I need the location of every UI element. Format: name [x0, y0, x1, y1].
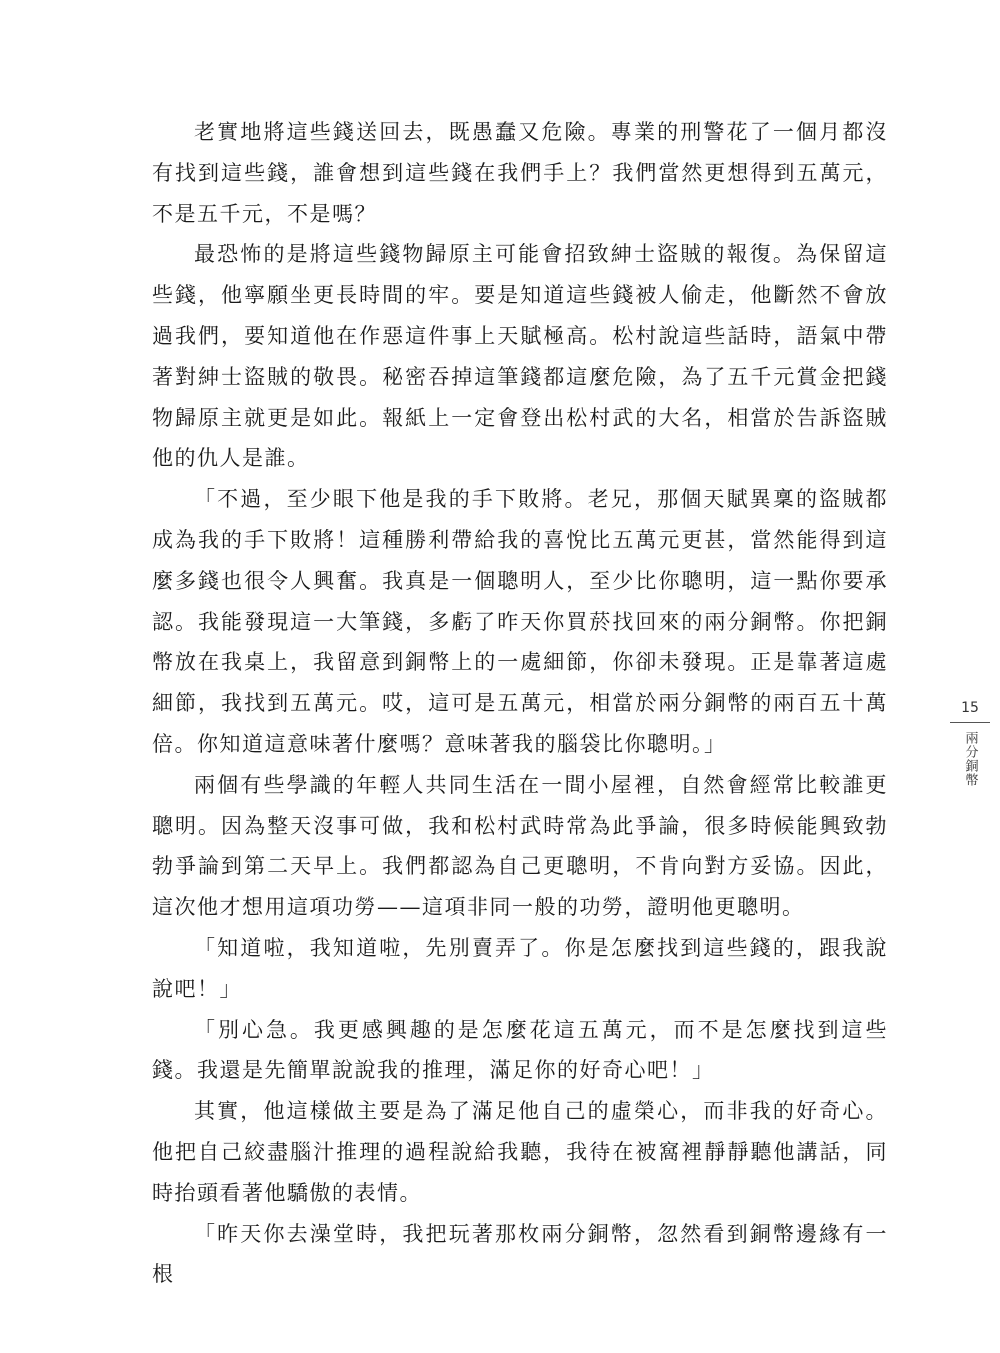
running-title: 兩分銅幣 — [962, 731, 978, 787]
paragraph-8: 「昨天你去澡堂時，我把玩著那枚兩分銅幣，忽然看到銅幣邊緣有一根 — [152, 1221, 888, 1287]
page-number: 15 — [961, 700, 979, 716]
paragraph-5: 「知道啦，我知道啦，先別賣弄了。你是怎麼找到這些錢的，跟我說說吧！」 — [152, 935, 888, 1001]
paragraph-6: 「別心急。我更感興趣的是怎麼花這五萬元，而不是怎麼找到這些錢。我還是先簡單說說我的推理，滿足你的好奇心吧！」 — [152, 1017, 888, 1083]
paragraph-3: 「不過，至少眼下他是我的手下敗將。老兄，那個天賦異稟的盜賊都成為我的手下敗將！這種勝利帶給我的喜悅比五萬元更甚，當然能得到這麼多錢也很令人興奮。我真是一個聰明人，至少比你聰明，這一點你要承認。我能發現這一大筆錢，多虧了昨天你買菸找回來的兩分銅幣。你把銅幣放在我桌上，我留意到銅幣上的一處細節，你卻未發現。正是靠著這處細節，我找到五萬元。哎，這可是五萬元，相當於兩分銅幣的兩百五十萬倍。你知道這意味著什麼嗎？意味著我的腦袋比你聰明。」 — [152, 487, 888, 756]
body-text — [152, 112, 888, 1295]
paragraph-4: 兩個有些學識的年輕人共同生活在一間小屋裡，自然會經常比較誰更聰明。因為整天沒事可做，我和松村武時常為此爭論，很多時候能興致勃勃爭論到第二天早上。我們都認為自己更聰明，不肯向對方妥協。因此，這次他才想用這項功勞——這項非同一般的功勞，證明他更聰明。 — [152, 772, 888, 920]
paragraph-2: 最恐怖的是將這些錢物歸原主可能會招致紳士盜賊的報復。為保留這些錢，他寧願坐更長時間的牢。要是知道這些錢被人偷走，他斷然不會放過我們，要知道他在作惡這件事上天賦極高。松村說這些話時，語氣中帶著對紳士盜賊的敬畏。秘密吞掉這筆錢都這麼危險，為了五千元賞金把錢物歸原主就更是如此。報紙上一定會登出松村武的大名，相當於告訴盜賊他的仇人是誰。 — [152, 242, 888, 471]
folio-divider — [950, 722, 990, 723]
paragraph-7: 其實，他這樣做主要是為了滿足他自己的虛榮心，而非我的好奇心。他把自己絞盡腦汁推理的過程說給我聽，我待在被窩裡靜靜聽他講話，同時抬頭看著他驕傲的表情。 — [152, 1099, 888, 1205]
paragraph-1: 老實地將這些錢送回去，既愚蠢又危險。專業的刑警花了一個月都沒有找到這些錢，誰會想到這些錢在我們手上？我們當然更想得到五萬元，不是五千元，不是嗎？ — [152, 120, 888, 226]
page-folio — [948, 700, 992, 791]
